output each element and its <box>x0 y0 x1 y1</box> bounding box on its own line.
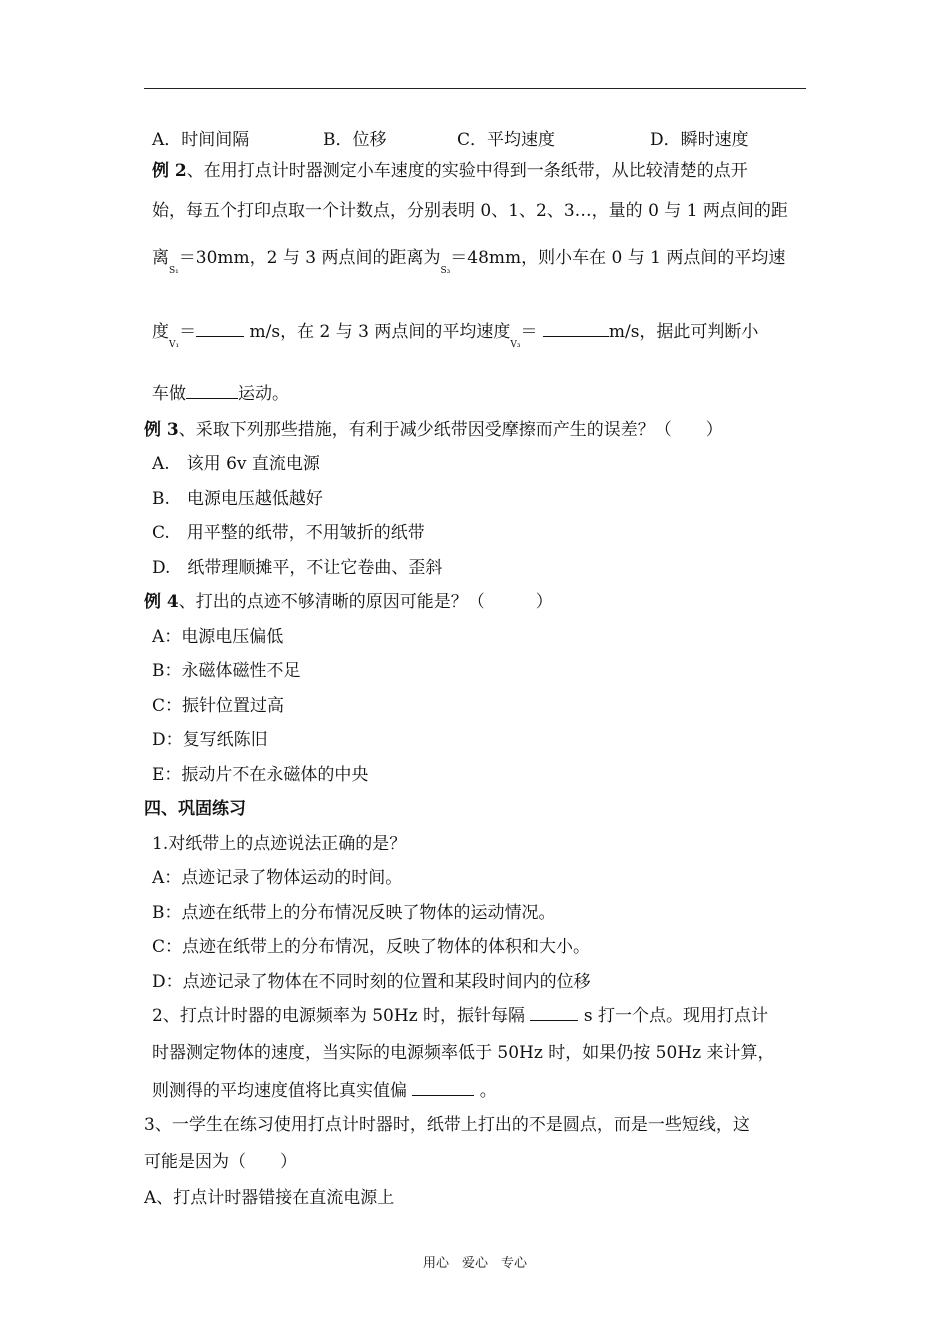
page-footer: 用心 爱心 专心 <box>422 1256 527 1271</box>
p3-line-2: 可能是因为（ ） <box>144 1152 297 1172</box>
ex2-line-3: 离$_{S_1}$＝30mm，2 与 3 两点间的距离为$_{S_3}$＝48mm，则小车在 0 与 1 两点间的平均速 <box>152 248 786 276</box>
p2-line-1: 2、打点计时器的电源频率为 50Hz 时，振针每隔 s 打一个点。现用打点计 <box>152 1006 768 1026</box>
q1-option-c: C．平均速度 <box>457 130 556 150</box>
ex4-option-c: C：振针位置过高 <box>152 696 285 716</box>
ex4-option-e: E：振动片不在永磁体的中央 <box>152 765 369 785</box>
q1-option-d: D．瞬时速度 <box>650 130 749 150</box>
ex3-question: 例 3、采取下列那些措施，有利于减少纸带因受摩擦而产生的误差？（ ） <box>144 420 723 440</box>
q1-option-b: B．位移 <box>323 130 387 150</box>
symbol-s3: S₃ <box>440 266 451 276</box>
ex3-option-a: A. 该用 6v 直流电源 <box>152 454 320 474</box>
p2-line-2: 时器测定物体的速度，当实际的电源频率低于 50Hz 时，如果仍按 50Hz 来计算， <box>152 1043 775 1063</box>
blank-bias[interactable] <box>412 1079 474 1096</box>
p3-option-a: A、打点计时器错接在直流电源上 <box>144 1188 395 1208</box>
p1-option-a: A：点迹记录了物体运动的时间。 <box>152 868 403 888</box>
ex3-label: 例 3 <box>144 420 179 440</box>
p1-option-b: B：点迹在纸带上的分布情况反映了物体的运动情况。 <box>152 903 556 923</box>
blank-v1[interactable] <box>196 320 244 337</box>
ex2-line-1: 例 2、在用打点计时器测定小车速度的实验中得到一条纸带，从比较清楚的点开 <box>152 161 748 181</box>
ex4-option-b: B：永磁体磁性不足 <box>152 661 301 681</box>
ex3-option-c: C. 用平整的纸带，不用皱折的纸带 <box>152 523 425 543</box>
ex4-label: 例 4 <box>144 592 179 612</box>
blank-interval[interactable] <box>530 1004 578 1021</box>
ex3-option-b: B. 电源电压越低越好 <box>152 489 323 509</box>
p3-line-1: 3、一学生在练习使用打点计时器时，纸带上打出的不是圆点，而是一些短线，这 <box>144 1115 750 1135</box>
p1-option-c: C：点迹在纸带上的分布情况，反映了物体的体积和大小。 <box>152 937 591 957</box>
ex2-label: 例 2 <box>152 161 187 181</box>
symbol-v3: V₃ <box>510 340 521 350</box>
ex2-line-5: 车做 运动。 <box>152 384 289 404</box>
ex4-question: 例 4、打出的点迹不够清晰的原因可能是？（ ） <box>144 592 553 612</box>
blank-v3[interactable] <box>543 320 609 337</box>
ex2-line-2: 始，每五个打印点取一个计数点，分别表明 0、1、2、3…，量的 0 与 1 两点间的距 <box>152 201 788 221</box>
ex4-option-d: D：复写纸陈旧 <box>152 730 268 750</box>
ex2-line-4: 度$_{V_1}$＝ m/s，在 2 与 3 两点间的平均速度$_{V_3}$＝ m/s，据此可判断小 <box>152 322 759 350</box>
ex4-option-a: A：电源电压偏低 <box>152 627 284 647</box>
blank-motion[interactable] <box>186 382 238 399</box>
symbol-s1: S₁ <box>169 266 179 276</box>
header-rule <box>144 88 806 89</box>
p1-option-d: D：点迹记录了物体在不同时刻的位置和某段时间内的位移 <box>152 972 591 992</box>
p2-line-3: 则测得的平均速度值将比真实值偏 。 <box>152 1081 497 1101</box>
q1-option-a: A．时间间隔 <box>152 130 250 150</box>
ex3-option-d: D. 纸带理顺摊平，不让它卷曲、歪斜 <box>152 558 443 578</box>
symbol-v1: V₁ <box>169 340 180 350</box>
p1-question: 1.对纸带上的点迹说法正确的是？ <box>152 834 407 854</box>
section-title: 四、巩固练习 <box>144 799 246 819</box>
